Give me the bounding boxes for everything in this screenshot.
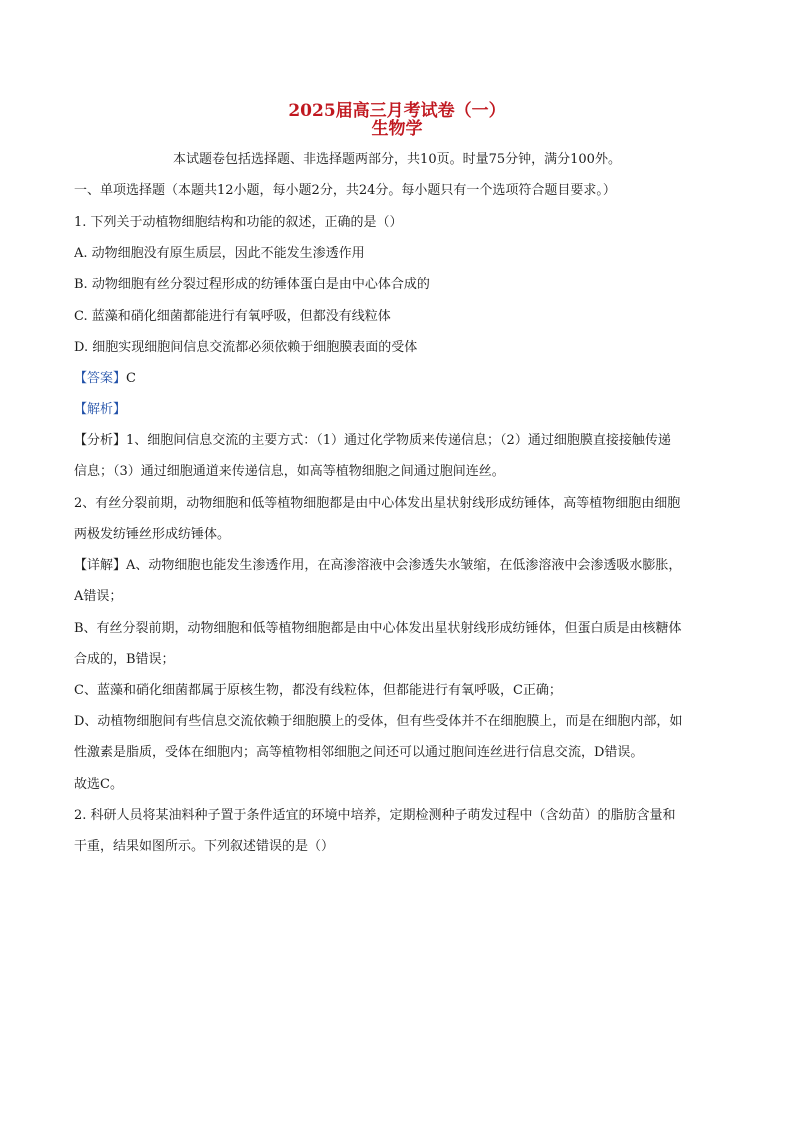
detail-text-a2: A错误； [74,589,123,604]
jiexi-line [74,401,724,419]
detail-text-b2: 合成的，B错误； [74,652,175,667]
exam-intro: 本试题卷包括选择题、非选择题两部分，共10页。时量75分钟，满分100外。 [173,152,621,167]
question-2-stem-1: 2. 科研人员将某油料种子置于条件适宜的环境中培养，定期检测种子萌发过程中（含幼苗）的脂肪含量和 [74,808,676,823]
analysis-text-2b: 两极发纺锤丝形成纺锤体。 [74,527,231,542]
detail-text-d1: D、动植物细胞间有些信息交流依赖于细胞膜上的受体，但有些受体并不在细胞膜上，而是在细胞内部，如 [74,714,683,729]
analysis-text-1b: 信息；（3）通过细胞通道来传递信息，如高等植物细胞之间通过胞间连丝。 [74,464,505,479]
option-b: B. 动物细胞有丝分裂过程形成的纺锤体蛋白是由中心体合成的 [74,277,430,292]
analysis-tag: 【分析】 [74,433,127,448]
detail-line-a [74,557,724,575]
answer-value: C [126,371,136,386]
jiexi-tag: 【解析】 [74,402,127,417]
detail-text-c: C、蓝藻和硝化细菌都属于原核生物，都没有线粒体，但都能进行有氧呼吸，C正确； [74,683,562,698]
subject-title: 生物学 [371,119,423,139]
section-heading: 一、单项选择题（本题共12小题，每小题2分，共24分。每小题只有一个选项符合题目要求。） [74,183,616,198]
detail-tag: 【详解】 [74,558,127,573]
answer-line [74,370,724,388]
detail-text-d2: 性激素是脂质，受体在细胞内；高等植物相邻细胞之间还可以通过胞间连丝进行信息交流，D错误。 [74,745,644,760]
option-c: C. 蓝藻和硝化细菌都能进行有氧呼吸，但都没有线粒体 [74,309,391,324]
conclusion: 故选C。 [74,777,123,792]
analysis-text-2a: 2、有丝分裂前期，动物细胞和低等植物细胞都是由中心体发出星状射线形成纺锤体，高等植物细胞由细胞 [74,496,681,511]
analysis-text-1a: 1、细胞间信息交流的主要方式：（1）通过化学物质来传递信息；（2）通过细胞膜直接接触传递 [126,433,671,448]
exam-title: 2025届高三月考试卷（一） [288,101,506,121]
question-2-stem-2: 干重，结果如图所示。下列叙述错误的是（） [74,839,335,854]
answer-tag: 【答案】 [74,371,127,386]
question-1-stem: 1. 下列关于动植物细胞结构和功能的叙述，正确的是（） [74,215,403,230]
analysis-line-1 [74,432,724,450]
option-d: D. 细胞实现细胞间信息交流都必须依赖于细胞膜表面的受体 [74,340,418,355]
detail-text-a1: A、动物细胞也能发生渗透作用，在高渗溶液中会渗透失水皱缩，在低渗溶液中会渗透吸水膨胀， [126,558,682,573]
option-a: A. 动物细胞没有原生质层，因此不能发生渗透作用 [74,246,365,261]
detail-text-b1: B、有丝分裂前期，动物细胞和低等植物细胞都是由中心体发出星状射线形成纺锤体，但蛋白质是由核糖体 [74,621,682,636]
